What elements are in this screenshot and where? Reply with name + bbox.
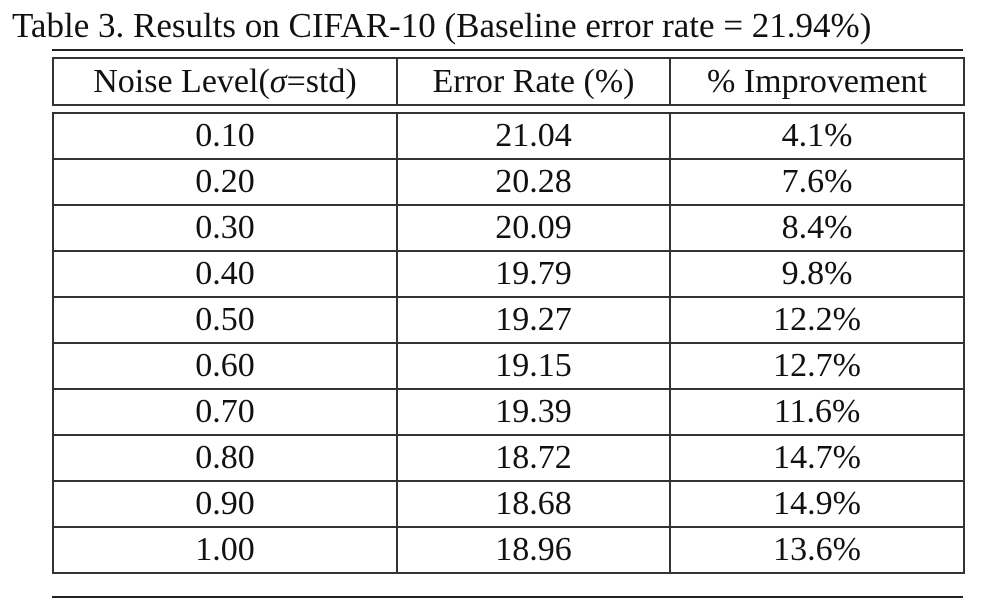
cell-improvement: 8.4% bbox=[670, 205, 964, 251]
cell-improvement: 14.9% bbox=[670, 481, 964, 527]
table-row bbox=[53, 389, 964, 435]
table-body bbox=[52, 112, 965, 574]
table-row bbox=[53, 251, 964, 297]
cell-noise: 0.50 bbox=[53, 297, 397, 343]
cell-improvement: 9.8% bbox=[670, 251, 964, 297]
table-row bbox=[53, 205, 964, 251]
header-noise-level bbox=[53, 58, 397, 105]
table-row bbox=[53, 113, 964, 159]
cell-improvement: 11.6% bbox=[670, 389, 964, 435]
header-noise-prefix: Noise Level( bbox=[93, 62, 270, 100]
cell-error: 19.15 bbox=[397, 343, 670, 389]
cell-noise: 0.10 bbox=[53, 113, 397, 159]
table-row bbox=[53, 435, 964, 481]
cell-noise: 1.00 bbox=[53, 527, 397, 573]
cell-error: 19.27 bbox=[397, 297, 670, 343]
table-row bbox=[53, 481, 964, 527]
cell-improvement: 13.6% bbox=[670, 527, 964, 573]
cell-error: 21.04 bbox=[397, 113, 670, 159]
cell-noise: 0.90 bbox=[53, 481, 397, 527]
cell-noise: 0.30 bbox=[53, 205, 397, 251]
cell-improvement: 12.2% bbox=[670, 297, 964, 343]
header-error-rate: Error Rate (%) bbox=[397, 58, 670, 105]
cell-noise: 0.80 bbox=[53, 435, 397, 481]
table-row bbox=[53, 297, 964, 343]
table-header bbox=[52, 57, 965, 106]
cell-error: 18.72 bbox=[397, 435, 670, 481]
cell-error: 19.79 bbox=[397, 251, 670, 297]
cell-error: 19.39 bbox=[397, 389, 670, 435]
cell-improvement: 14.7% bbox=[670, 435, 964, 481]
cell-noise: 0.40 bbox=[53, 251, 397, 297]
header-improvement: % Improvement bbox=[670, 58, 964, 105]
cell-improvement: 12.7% bbox=[670, 343, 964, 389]
table-row bbox=[53, 527, 964, 573]
cell-noise: 0.70 bbox=[53, 389, 397, 435]
cell-error: 18.68 bbox=[397, 481, 670, 527]
cell-noise: 0.60 bbox=[53, 343, 397, 389]
cell-error: 18.96 bbox=[397, 527, 670, 573]
header-row bbox=[53, 58, 964, 105]
cell-noise: 0.20 bbox=[53, 159, 397, 205]
table-row bbox=[53, 343, 964, 389]
table-caption: Table 3. Results on CIFAR-10 (Baseline error rate = 21.94%) bbox=[12, 6, 872, 45]
table-row bbox=[53, 159, 964, 205]
header-noise-sigma: σ bbox=[269, 62, 287, 100]
cell-error: 20.09 bbox=[397, 205, 670, 251]
bottom-rule bbox=[52, 596, 963, 598]
header-noise-suffix: =std) bbox=[286, 62, 357, 100]
cell-error: 20.28 bbox=[397, 159, 670, 205]
cell-improvement: 4.1% bbox=[670, 113, 964, 159]
top-rule bbox=[52, 49, 963, 51]
cell-improvement: 7.6% bbox=[670, 159, 964, 205]
